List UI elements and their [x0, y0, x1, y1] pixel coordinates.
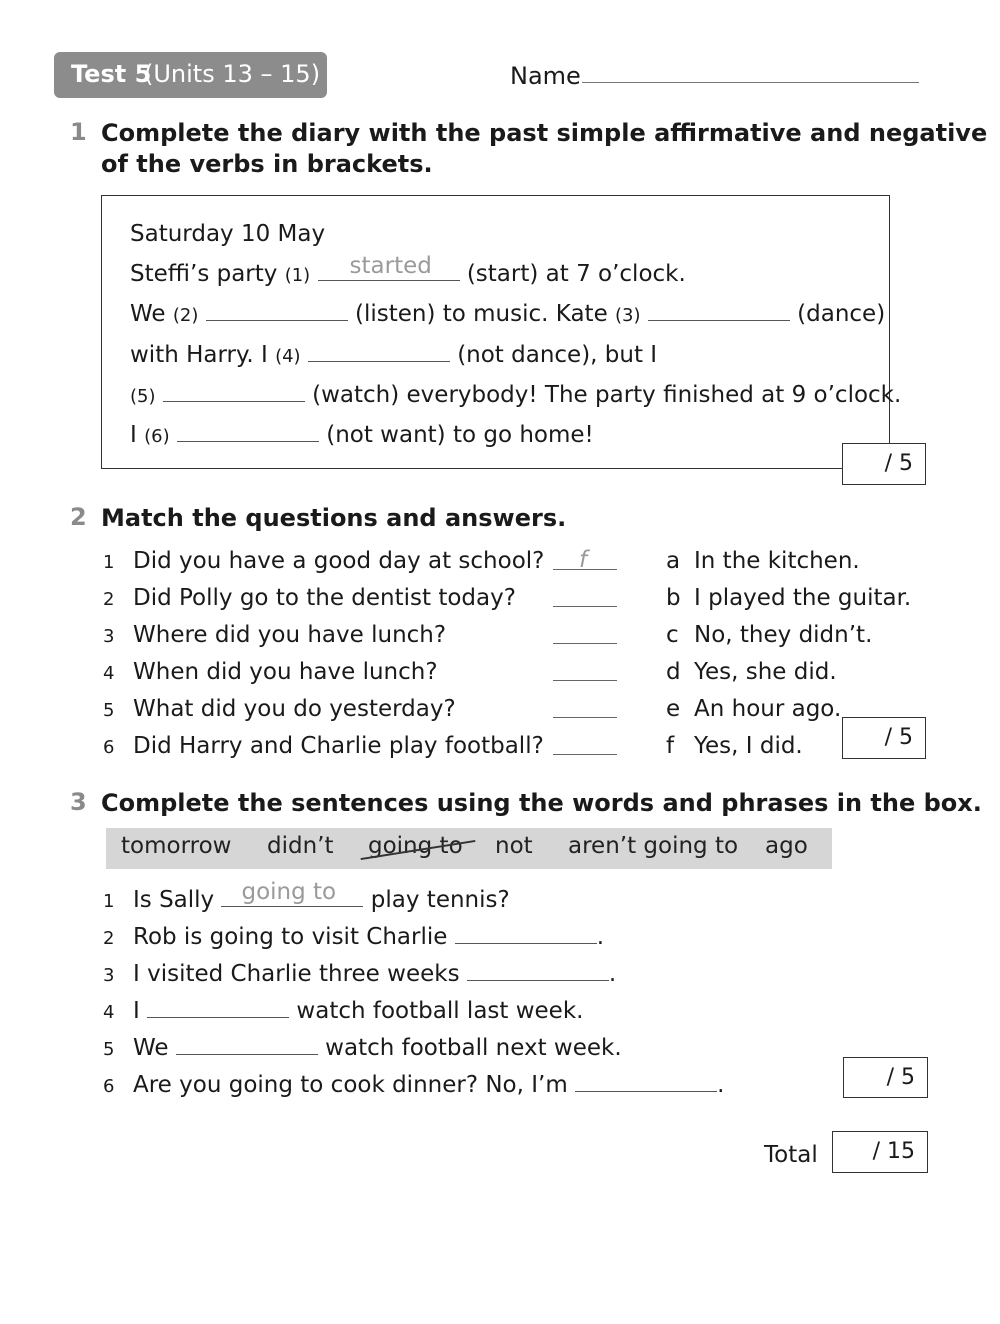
sentence-number: 6 — [103, 1076, 115, 1097]
question-text: When did you have lunch? — [133, 659, 438, 685]
match-answer-field[interactable] — [553, 606, 617, 607]
question-row — [103, 621, 446, 651]
sentence-4-field[interactable] — [147, 997, 289, 1018]
diary-line-2 — [130, 300, 885, 330]
gap-number-6: (6) — [144, 426, 170, 447]
word-arent-going-to: aren’t going to — [568, 833, 739, 859]
section-1-score-box[interactable] — [842, 443, 926, 485]
question-number: 5 — [103, 700, 115, 721]
gap-3-field[interactable] — [648, 300, 790, 321]
sentence-5-field[interactable] — [176, 1034, 318, 1055]
word-didnt: didn’t — [267, 833, 334, 859]
section-1-instruction-line1: Complete the diary with the past simple affirmative and negative — [101, 119, 988, 147]
match-answer-field[interactable] — [553, 717, 617, 718]
sentence-text: I visited Charlie three weeks — [133, 961, 460, 987]
answer-text: An hour ago. — [694, 696, 842, 722]
diary-line-3 — [130, 341, 657, 371]
question-number: 1 — [103, 552, 115, 573]
diary-text: (not want) to go home! — [326, 422, 594, 448]
question-text: Did you have a good day at school? — [133, 548, 545, 574]
diary-line-5 — [130, 421, 594, 451]
gap-1-answer: started — [349, 253, 432, 279]
diary-text: Steffi’s party — [130, 261, 278, 287]
word-box — [106, 828, 832, 869]
question-number: 6 — [103, 737, 115, 758]
gap-4-field[interactable] — [308, 341, 450, 362]
question-row — [103, 658, 438, 688]
section-2-score-box[interactable] — [842, 717, 926, 759]
test-title-badge — [54, 52, 327, 98]
question-row — [103, 584, 516, 614]
diary-text: with Harry. I — [130, 342, 268, 368]
sentence-6-field[interactable] — [575, 1071, 717, 1092]
word-not: not — [495, 833, 533, 859]
sentence-text: . — [717, 1072, 725, 1098]
question-text: Did Polly go to the dentist today? — [133, 585, 516, 611]
answer-text: No, they didn’t. — [694, 622, 873, 648]
total-label: Total — [764, 1142, 818, 1168]
diary-line-1 — [130, 253, 686, 290]
sentence-1-answer: going to — [241, 879, 337, 905]
section-3-score: / 5 — [886, 1065, 915, 1090]
sentence-text: . — [596, 924, 605, 950]
sentence-text: watch football last week. — [296, 998, 584, 1024]
question-row — [103, 732, 544, 762]
sentence-number: 1 — [103, 891, 115, 912]
sentence-6 — [103, 1071, 724, 1101]
sentence-number: 2 — [103, 928, 115, 949]
word-going-to-crossed — [368, 833, 463, 859]
answer-letter: f — [666, 733, 675, 759]
name-label: Name — [510, 62, 581, 90]
answer-option — [666, 658, 837, 686]
section-2-number: 2 — [70, 503, 87, 531]
question-text: Where did you have lunch? — [133, 622, 447, 648]
gap-number-2: (2) — [172, 305, 199, 326]
gap-number-5: (5) — [130, 386, 156, 407]
section-2-score: / 5 — [884, 725, 913, 750]
word-ago: ago — [765, 833, 808, 859]
diary-text: (listen) to music. Kate — [354, 301, 608, 327]
gap-5-field[interactable] — [163, 381, 305, 402]
sentence-text: Is Sally — [133, 887, 215, 913]
sentence-text: We — [133, 1035, 169, 1061]
answer-option — [666, 584, 911, 612]
answer-text: Yes, I did. — [694, 733, 803, 759]
section-3-score-box[interactable] — [843, 1057, 928, 1098]
word-going-to: going to — [368, 833, 463, 859]
question-text: What did you do yesterday? — [133, 696, 456, 722]
sentence-5 — [103, 1034, 622, 1064]
answer-letter: a — [666, 548, 681, 574]
word-tomorrow: tomorrow — [121, 833, 232, 859]
sentence-2 — [103, 923, 604, 953]
gap-number-1: (1) — [284, 265, 311, 286]
units-range: (Units 13 – 15) — [144, 60, 321, 88]
sentence-text: . — [608, 961, 617, 987]
sentence-1 — [103, 879, 510, 916]
diary-text: We — [130, 301, 166, 327]
sentence-1-field[interactable] — [221, 879, 363, 907]
total-score-box[interactable] — [832, 1131, 928, 1173]
match-answer-value: f — [579, 547, 588, 573]
answer-option — [666, 621, 872, 649]
sentence-2-field[interactable] — [455, 923, 597, 944]
name-field[interactable] — [582, 82, 919, 83]
section-1-number: 1 — [70, 118, 87, 146]
test-number: Test 5 — [71, 60, 152, 88]
answer-option — [666, 547, 860, 575]
section-2-instruction: Match the questions and answers. — [101, 504, 567, 532]
sentence-text: play tennis? — [370, 887, 510, 913]
section-1-score: / 5 — [884, 451, 913, 476]
gap-1-field[interactable] — [318, 253, 460, 281]
diary-text: I — [130, 422, 137, 448]
answer-text: In the kitchen. — [694, 548, 860, 574]
diary-date: Saturday 10 May — [130, 221, 326, 247]
question-text: Did Harry and Charlie play football? — [133, 733, 544, 759]
answer-option — [666, 695, 841, 723]
answer-text: Yes, she did. — [694, 659, 837, 685]
gap-number-4: (4) — [275, 346, 301, 367]
sentence-3-field[interactable] — [467, 960, 609, 981]
question-row — [103, 695, 456, 725]
section-1-instruction-line2: of the verbs in brackets. — [101, 150, 433, 178]
sentence-text: Are you going to cook dinner? No, I’m — [133, 1072, 568, 1098]
gap-number-3: (3) — [615, 305, 641, 326]
sentence-text: Rob is going to visit Charlie — [133, 924, 448, 950]
sentence-number: 4 — [103, 1002, 115, 1023]
sentence-3 — [103, 960, 616, 990]
answer-text: I played the guitar. — [694, 585, 912, 611]
answer-letter: c — [666, 622, 679, 648]
diary-text: (dance) — [797, 301, 886, 327]
sentence-number: 5 — [103, 1039, 115, 1060]
diary-text: (start) at 7 o’clock. — [466, 261, 686, 287]
gap-6-field[interactable] — [177, 421, 319, 442]
section-3-instruction: Complete the sentences using the words and phrases in the box. — [101, 789, 982, 817]
diary-text: (not dance), but I — [457, 342, 658, 368]
match-answer-field[interactable] — [553, 643, 617, 644]
answer-letter: d — [666, 659, 681, 685]
total-score: / 15 — [872, 1139, 915, 1164]
question-row — [103, 547, 544, 577]
match-answer-field[interactable] — [553, 547, 617, 573]
section-3-number: 3 — [70, 788, 87, 816]
answer-letter: e — [666, 696, 681, 722]
question-number: 4 — [103, 663, 115, 684]
gap-2-field[interactable] — [206, 300, 348, 321]
question-number: 2 — [103, 589, 115, 610]
sentence-number: 3 — [103, 965, 115, 986]
match-answer-field[interactable] — [553, 680, 617, 681]
sentence-text: I — [133, 998, 140, 1024]
answer-letter: b — [666, 585, 681, 611]
diary-text: (watch) everybody! The party finished at 9 o’clock. — [312, 382, 902, 408]
answer-option — [666, 732, 803, 760]
sentence-text: watch football next week. — [325, 1035, 622, 1061]
diary-line-4 — [130, 381, 901, 411]
question-number: 3 — [103, 626, 115, 647]
match-answer-field[interactable] — [553, 754, 617, 755]
sentence-4 — [103, 997, 583, 1027]
